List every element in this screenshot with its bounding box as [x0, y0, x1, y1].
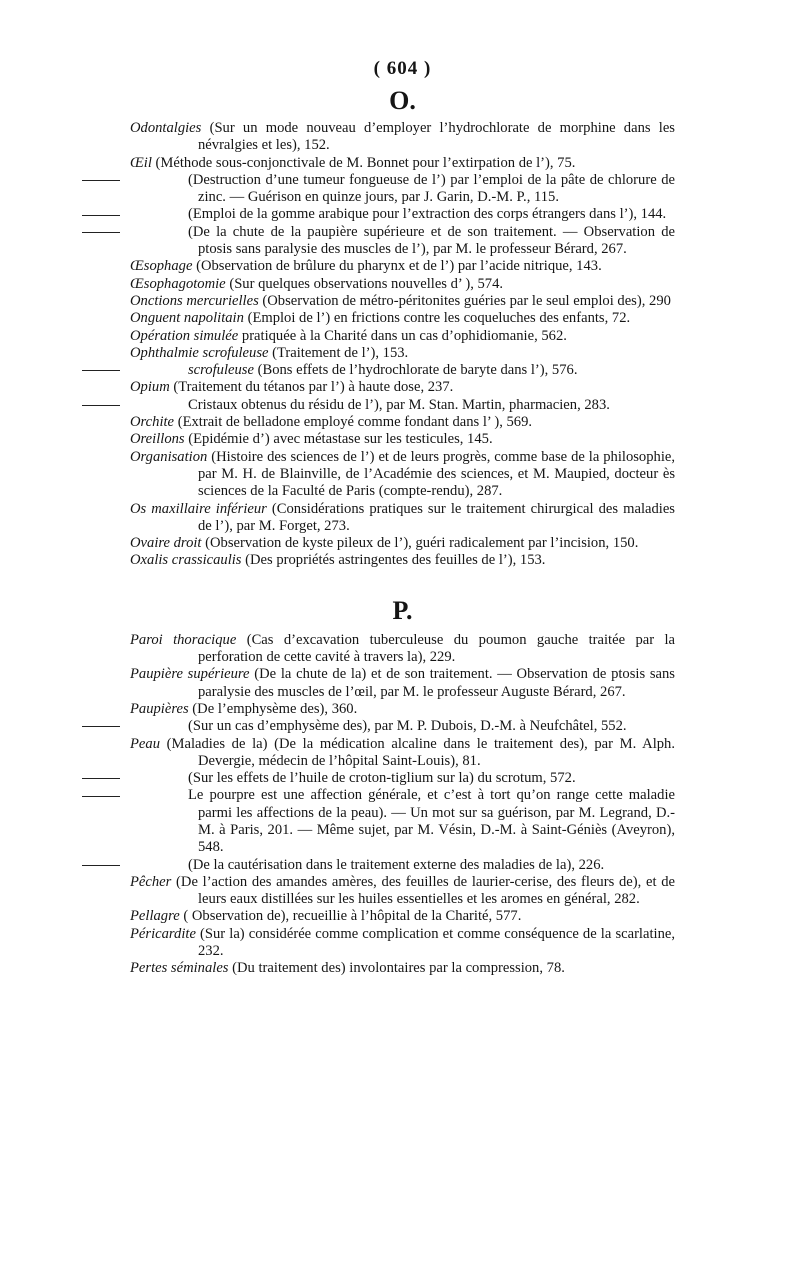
- entry-term: Onguent napolitain: [130, 310, 244, 327]
- entry-text: (De l’emphysème des), 360.: [192, 700, 358, 717]
- index-entry: [130, 328, 675, 345]
- entry-text: (Sur un cas d’emphysème des), par M. P. Dubois, D.-M. à Neufchâtel, 552.: [188, 718, 627, 735]
- entry-text: (Sur les effets de l’huile de croton-tiglium sur la) du scrotum, 572.: [188, 770, 576, 787]
- ditto-dash: [140, 770, 188, 787]
- entry-term: Paupière supérieure: [130, 666, 250, 683]
- index-entry: [130, 362, 675, 379]
- entry-text: (De la cautérisation dans le traitement externe des maladies de la), 226.: [188, 856, 605, 873]
- index-page: [130, 58, 675, 978]
- entry-text: (Sur la) considérée comme complication et comme conséquence de la scarlatine, 232.: [198, 925, 675, 960]
- entry-term: Œil: [130, 154, 152, 171]
- ditto-dash: [140, 787, 188, 804]
- index-entry: [130, 414, 675, 431]
- entry-term: Pellagre: [130, 908, 180, 925]
- entry-term: Paupières: [130, 700, 189, 717]
- entry-term: Œsophage: [130, 258, 193, 275]
- entry-text: (Observation de kyste pileux de l’), guéri radicalement par l’incision, 150.: [205, 535, 639, 552]
- index-entry: [130, 172, 675, 207]
- entry-term: Oxalis crassicaulis: [130, 552, 242, 569]
- entry-text: (Du traitement des) involontaires par la compression, 78.: [232, 960, 565, 977]
- index-entry: [130, 293, 675, 310]
- entry-text: (Sur quelques observations nouvelles d’ ), 574.: [229, 275, 504, 292]
- entry-text: (Observation de métro-péritonites guéries par le seul emploi des), 290: [262, 292, 671, 309]
- entry-text: pratiquée à la Charité dans un cas d’ophidiomanie, 562.: [241, 327, 567, 344]
- entry-term: Ovaire droit: [130, 535, 202, 552]
- entry-term: Péricardite: [130, 925, 196, 942]
- entry-term: Onctions mercurielles: [130, 292, 259, 309]
- entry-text: (De la chute de la) et de son traitement. — Observation de ptosis sans paralysie des muscles de l’œil, par M. le professeur Auguste Bérard, 267.: [198, 666, 675, 700]
- ditto-dash: [140, 857, 188, 874]
- entry-term: Organisation: [130, 448, 208, 465]
- entry-text: (Cas d’excavation tuberculeuse du poumon gauche traitée par la perforation de cette cavité à travers la), 229.: [198, 631, 675, 666]
- index-entry: [130, 770, 675, 787]
- ditto-dash: [140, 718, 188, 735]
- index-entry: [130, 310, 675, 327]
- index-entry: [130, 736, 675, 771]
- entry-text: (De la chute de la paupière supérieure et de son traitement. — Observation de ptosis sans paralysie des muscles de l’), par M. le professeur Bérard, 267.: [188, 223, 675, 258]
- index-entry: [130, 874, 675, 909]
- index-entry: [130, 206, 675, 223]
- index-entry: [130, 666, 675, 701]
- ditto-dash: [140, 362, 188, 379]
- entry-text: (Emploi de l’) en frictions contre les coqueluches des enfants, 72.: [247, 310, 631, 327]
- index-entry: [130, 960, 675, 977]
- entry-text: (Emploi de la gomme arabique pour l’extraction des corps étrangers dans l’), 144.: [188, 206, 667, 223]
- entry-term: Opium: [130, 379, 170, 396]
- index-entry: [130, 632, 675, 667]
- entry-term: Pertes séminales: [130, 960, 229, 977]
- ditto-dash: [140, 224, 188, 241]
- entry-text: (Traitement du tétanos par l’) à haute dose, 237.: [173, 379, 454, 396]
- entry-term: Ophthalmie scrofuleuse: [130, 344, 269, 361]
- index-entry: [130, 926, 675, 961]
- index-entry: [130, 718, 675, 735]
- entry-text: (Destruction d’une tumeur fongueuse de l’) par l’emploi de la pâte de chlorure de zinc. — Guérison en quinze jours, par J. Garin, D.-M. P., 115.: [188, 171, 675, 206]
- index-entry: [130, 345, 675, 362]
- entry-text: (De l’action des amandes amères, des feuilles de laurier-cerise, des fleurs de), et de leurs eaux distillées sur les huiles essentielles et les aromes en général, 282.: [176, 873, 675, 908]
- index-entry: [130, 449, 675, 501]
- index-entry: [130, 552, 675, 569]
- entry-text: Le pourpre est une affection générale, et c’est à tort qu’on range cette maladie parmi les affections de la peau). — Un mot sur sa guérison, par M. Legrand, D.-M. à Paris, 201. — Même sujet, par M. Vésin, D.-M. à Saint-Géniès (Aveyron), 548.: [188, 787, 675, 856]
- ditto-dash: [140, 206, 188, 223]
- entry-term: Odontalgies: [130, 120, 202, 136]
- index-entry: [130, 701, 675, 718]
- index-entry: [130, 787, 675, 856]
- entry-text: (Considérations pratiques sur le traitement chirurgical des maladies de l’), par M. Forget, 273.: [198, 500, 675, 534]
- entry-text: Cristaux obtenus du résidu de l’), par M. Stan. Martin, pharmacien, 283.: [188, 396, 610, 413]
- index-entry: [130, 155, 675, 172]
- entry-text: (Sur un mode nouveau d’employer l’hydrochlorate de morphine dans les névralgies et les), 152.: [198, 120, 675, 154]
- entry-term: Orchite: [130, 414, 175, 431]
- section-heading: O.: [389, 86, 416, 115]
- entry-term: Pêcher: [130, 873, 172, 890]
- entry-term: scrofuleuse: [188, 362, 254, 379]
- entry-text: (Bons effets de l’hydrochlorate de baryte dans l’), 576.: [257, 362, 578, 379]
- ditto-dash: [140, 397, 188, 414]
- entry-text: (Des propriétés astringentes des feuilles de l’), 153.: [245, 552, 546, 569]
- entry-term: Opération simulée: [130, 327, 239, 344]
- entry-text: (Histoire des sciences de l’) et de leurs progrès, comme base de la philosophie, par M. H. de Blainville, de l’Académie des sciences, et M. Maupied, docteur ès sciences de la Faculté de Paris (compte-rendu), 287.: [198, 448, 675, 500]
- index-entry: [130, 857, 675, 874]
- entry-term: Paroi thoracique: [130, 631, 237, 648]
- entry-text: (Extrait de belladone employé comme fondant dans l’ ), 569.: [177, 414, 533, 431]
- entry-text: (Epidémie d’) avec métastase sur les testicules, 145.: [188, 431, 493, 448]
- entry-term: Peau: [130, 735, 160, 752]
- index-entry: [130, 258, 675, 275]
- page-number: ( 604 ): [373, 58, 432, 79]
- entry-term: Œsophagotomie: [130, 275, 226, 292]
- index-entry: [130, 431, 675, 448]
- index-entry: [130, 535, 675, 552]
- entry-text: (Observation de brûlure du pharynx et de l’) par l’acide nitrique, 143.: [196, 258, 602, 275]
- index-entry: [130, 379, 675, 396]
- entry-term: Os maxillaire inférieur: [130, 500, 267, 517]
- entry-text: (Méthode sous-conjonctivale de M. Bonnet pour l’extirpation de l’), 75.: [155, 154, 576, 171]
- entry-text: ( Observation de), recueillie à l’hôpital de la Charité, 577.: [183, 908, 522, 925]
- index-entry: [130, 397, 675, 414]
- section-heading: P.: [392, 595, 413, 625]
- index-entry: [130, 276, 675, 293]
- ditto-dash: [140, 172, 188, 189]
- index-entry: [130, 908, 675, 925]
- index-entry: [130, 224, 675, 259]
- entry-text: (Traitement de l’), 153.: [272, 344, 409, 361]
- index-entry: [130, 120, 675, 155]
- index-entry: [130, 501, 675, 536]
- entry-text: (Maladies de la) (De la médication alcaline dans le traitement des), par M. Alph. Devergie, médecin de l’hôpital Saint-Louis), 81.: [166, 735, 675, 769]
- entry-term: Oreillons: [130, 431, 185, 448]
- index-sections: [130, 86, 675, 978]
